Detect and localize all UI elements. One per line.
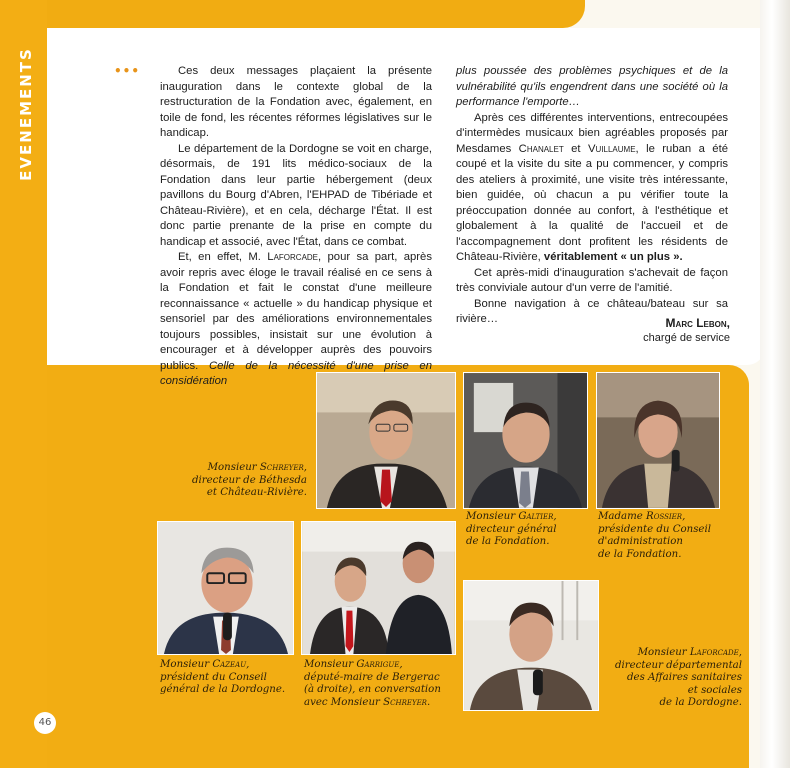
caption-line xyxy=(304,659,464,672)
signature-role: chargé de service xyxy=(643,332,730,344)
caption-line: général de la Dordogne. xyxy=(160,684,286,695)
caption-galtier xyxy=(466,511,591,549)
text-column-1 xyxy=(160,64,432,390)
portrait-photo xyxy=(158,522,293,654)
page-binding xyxy=(760,0,790,768)
caption-text: , xyxy=(682,511,686,522)
text-run: , pour sa part, après avoir repris avec éloge le travail réalisé en ce sens à la Fondation et fait le constat d'une meilleure reconnaissance « actuelle » du handicap physique et sensoriel par des améliorations environnementales toujours possibles, insistait sur une évolution à encourager et à développer auprès des pouvoirs publics. xyxy=(160,251,432,372)
person-name: Rossier xyxy=(646,511,683,522)
caption-line: de la Fondation. xyxy=(466,536,550,547)
caption-line: directeur départemental xyxy=(615,659,742,671)
caption-line: président du Conseil xyxy=(160,671,267,683)
italic-text: Celle de la nécessité d'une prise en considération xyxy=(160,359,432,387)
page-number: 46 xyxy=(34,712,56,734)
caption-text: , xyxy=(246,659,250,670)
paragraph: Ces deux messages plaçaient la présente inauguration dans le contexte global de la restructuration de la Fondation avec, également, en toile de fond, les récentes réformes législatives sur le handicap. xyxy=(160,65,432,139)
caption-text: , xyxy=(553,511,557,522)
caption-text: Madame xyxy=(598,511,647,522)
caption-line: et sociales xyxy=(687,684,742,696)
caption-garrigue xyxy=(304,659,464,709)
section-title: EVENEMENTS xyxy=(17,47,35,181)
caption-text: , xyxy=(738,647,742,658)
portrait-photo xyxy=(597,373,719,508)
decor-dots: ••• xyxy=(114,64,141,78)
caption-text: Monsieur xyxy=(304,659,357,670)
caption-line xyxy=(600,647,742,660)
bold-text: véritablement « un plus ». xyxy=(543,251,683,263)
portrait-photo xyxy=(302,522,455,654)
portrait-photo xyxy=(464,581,598,710)
caption-line: directeur de Béthesda xyxy=(192,474,307,486)
paragraph: Cet après-midi d'inauguration s'achevait de façon très conviviale autour d'un verre de l'amitié. xyxy=(456,266,728,294)
text-run: Après ces différentes interventions, entrecoupées d'intermèdes musicaux bien agréables proposés par Mesdames xyxy=(456,111,728,155)
caption-text: avec Monsieur xyxy=(304,696,384,708)
caption-schreyer xyxy=(175,462,307,500)
text-run: Et, en effet, M. xyxy=(178,251,268,263)
caption-rossier xyxy=(598,511,728,561)
caption-line: et Château-Rivière. xyxy=(206,487,307,498)
caption-line xyxy=(598,511,728,524)
caption-text: , xyxy=(399,659,403,670)
caption-line: de la Dordogne. xyxy=(659,697,742,708)
caption-cazeau xyxy=(160,659,300,697)
signature xyxy=(560,316,730,346)
italic-paragraph: plus poussée des problèmes psychiques et de la vulnérabilité qu'ils engendrent dans une société où la performance l'emporte… xyxy=(456,65,728,108)
photo-schreyer xyxy=(316,372,456,509)
person-name: Chanalet xyxy=(518,142,564,155)
caption-line xyxy=(175,462,307,475)
caption-text: . xyxy=(426,696,431,708)
photo-rossier xyxy=(596,372,720,509)
person-name: Schreyer xyxy=(383,696,427,708)
caption-text: Monsieur xyxy=(160,659,213,670)
photo-garrigue xyxy=(301,521,456,655)
photo-cazeau xyxy=(157,521,294,655)
caption-line: (à droite), en conversation xyxy=(304,684,441,695)
person-name: Galtier xyxy=(518,511,554,522)
photo-galtier xyxy=(463,372,588,509)
paragraph: Bonne navigation à ce château/bateau sur sa rivière… xyxy=(456,297,728,325)
caption-line xyxy=(304,697,464,710)
paragraph xyxy=(456,111,728,266)
caption-line: directeur général xyxy=(466,523,557,535)
caption-line: député-maire de Bergerac xyxy=(304,671,440,683)
caption-line: présidente du Conseil xyxy=(598,523,711,535)
person-name: Laforcade xyxy=(689,647,739,658)
person-name: Laforcade xyxy=(267,251,319,263)
photo-laforcade xyxy=(463,580,599,711)
caption-text: Monsieur xyxy=(466,511,519,522)
person-name: Vuillaume xyxy=(587,142,636,155)
section-label xyxy=(6,34,46,194)
caption-line: des Affaires sanitaires xyxy=(627,672,742,683)
person-name: Schreyer xyxy=(259,462,304,473)
text-column-2 xyxy=(456,64,728,328)
caption-text: Monsieur xyxy=(637,647,690,658)
signature-name: Marc Lebon, xyxy=(665,316,730,330)
orange-header-band xyxy=(0,0,585,28)
portrait-photo xyxy=(317,373,455,508)
caption-line: d'administration xyxy=(598,536,683,547)
text-run: , le ruban a été coupé et la visite du site a pu commencer, y compris des ateliers à proximité, une visite très intéressante, bien guidée, où chacun a pu vérifier toute la préoccupation donnée au confort, à l'esthétique et globalement à la qualité de l'accueil et de l'accompagnement dont profitent les résidents de Château-Rivière, xyxy=(456,142,728,263)
person-name: Cazeau xyxy=(212,659,247,670)
person-name: Garrigue xyxy=(356,659,400,670)
paragraph xyxy=(160,250,432,390)
caption-line xyxy=(160,659,300,672)
text-run: et xyxy=(563,142,588,155)
caption-laforcade xyxy=(600,647,742,710)
portrait-photo xyxy=(464,373,587,508)
caption-text: Monsieur xyxy=(207,462,260,473)
caption-text: , xyxy=(303,462,307,473)
paragraph: Le département de la Dordogne se voit en charge, désormais, de 191 lits médico-sociaux de la Fondation dans leur partie hébergement (deux pavillons du Bourg d'Abren, l'EHPAD de Tibériade et Château-Rivière), et en cela, décharge l'État. Il est donc partie prenante de la prise en compte du handicap et associé, avec l'État, dans ce combat. xyxy=(160,142,432,248)
caption-line xyxy=(466,511,591,524)
caption-line: de la Fondation. xyxy=(598,548,682,560)
